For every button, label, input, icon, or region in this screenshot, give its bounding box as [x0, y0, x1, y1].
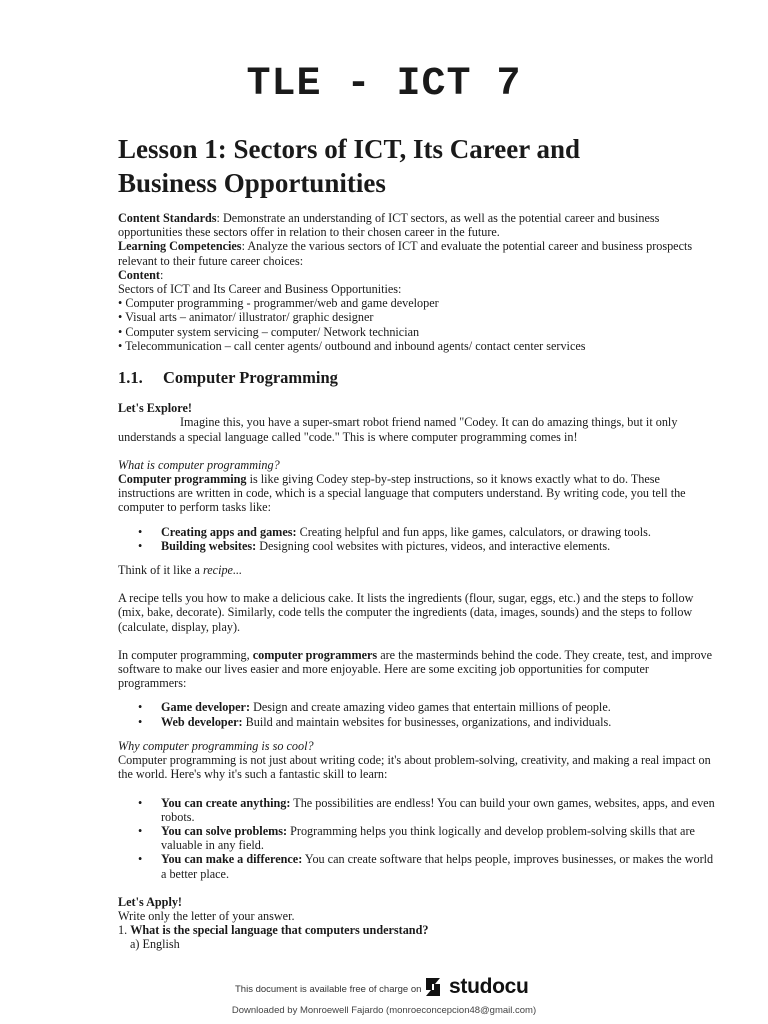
learning-competencies-text: : Analyze the various sectors of ICT and evaluate the potential career and business prospects relevant to their future career choices:	[118, 239, 693, 268]
what-is-text: is like giving Codey step-by-step instructions, so it knows exactly what to do. These instructions are written in code, which is a special language that computers understand. By writing code, you tell the computer to perform tasks like:	[118, 472, 686, 515]
reasons-list	[118, 796, 716, 881]
why-cool-question: Why computer programming is so cool?	[118, 738, 314, 753]
section-title: Computer Programming	[163, 368, 338, 388]
bullet-icon: •	[138, 852, 143, 867]
list-item: • You can solve problems: Programming helps you think logically and develop problem-solving skills that are valuable in any field.	[138, 823, 695, 853]
recipe-paragraph: A recipe tells you how to make a delicious cake. It lists the ingredients (flour, sugar, eggs, etc.) and the steps to follow (mix, bake, decorate). Similarly, code tells the computer the ingredients (data, images, sounds) and the steps to follow (calculate, display, play).	[118, 591, 694, 634]
studocu-logo[interactable]	[420, 972, 529, 1002]
learning-competencies	[118, 239, 716, 267]
content-item: • Computer system servicing – computer/ Network technician	[118, 324, 420, 339]
section-heading	[118, 368, 716, 388]
content-intro: Sectors of ICT and Its Career and Business Opportunities:	[118, 282, 402, 297]
studocu-logo-text: studocu	[449, 975, 529, 998]
content-standards-label: Content Standards	[118, 211, 217, 225]
content-colon: :	[159, 267, 164, 282]
downloaded-by: Downloaded by Monroewell Fajardo (monroeconcepcion48@gmail.com)	[231, 1005, 537, 1016]
what-is-question: What is computer programming?	[118, 457, 280, 472]
content-standards	[118, 211, 716, 239]
list-item: • Web developer: Build and maintain websites for businesses, organizations, and individuals.	[138, 714, 612, 729]
apply-instruction: Write only the letter of your answer.	[118, 908, 295, 923]
content-label: Content	[118, 267, 160, 282]
content-standards-text: : Demonstrate an understanding of ICT sectors, as well as the potential career and business opportunities these sectors offer in relation to their chosen career in the future.	[118, 211, 660, 240]
content-item: • Telecommunication – call center agents/ outbound and inbound agents/ contact center services	[118, 338, 586, 353]
lesson-title-line-1: Lesson 1: Sectors of ICT, Its Career and	[118, 134, 580, 164]
what-is-term: Computer programming	[118, 472, 247, 487]
bullet-icon: •	[138, 795, 143, 810]
lesson-title-line-2: Business Opportunities	[118, 168, 386, 198]
bullet-icon: •	[138, 538, 143, 553]
availability-note: This document is available free of charge on	[235, 984, 422, 995]
content-heading	[118, 268, 716, 282]
document-title: TLE - ICT 7	[246, 62, 522, 107]
question-1-option-a: a) English	[130, 937, 180, 952]
programmers-paragraph: In computer programming, computer programmers are the masterminds behind the code. They create, test, and improve software to make our lives easier and more enjoyable. Here are some exciting job opportunities for computer programmers:	[118, 647, 712, 691]
explore-heading: Let's Explore!	[118, 401, 192, 416]
what-is-paragraph	[118, 472, 716, 515]
bullet-icon: •	[138, 823, 143, 838]
list-item: • You can make a difference: You can create software that helps people, improves businesses, or makes the world a better place.	[138, 852, 714, 881]
lesson-title	[118, 132, 718, 200]
section-number: 1.1.	[118, 368, 143, 388]
list-item: • Game developer: Design and create amazing video games that entertain millions of people.	[138, 700, 611, 715]
question-1: 1. What is the special language that computers understand?	[118, 923, 429, 938]
learning-competencies-label: Learning Competencies	[118, 239, 242, 254]
content-list	[118, 282, 716, 353]
list-item: • You can create anything: The possibilities are endless! You can build your own games, websites, apps, and even robots.	[138, 795, 715, 824]
explore-paragraph: Imagine this, you have a super-smart robot friend named "Codey. It can do amazing things, but it only understands a special language called "code." This is where computer programming comes in!	[118, 415, 678, 444]
content-item: • Visual arts – animator/ illustrator/ graphic designer	[118, 310, 374, 325]
list-item: • Creating apps and games: Creating helpful and fun apps, like games, calculators, or drawing tools.	[138, 524, 651, 539]
document-body	[118, 211, 716, 952]
list-item: • Building websites: Designing cool websites with pictures, videos, and interactive elements.	[138, 538, 611, 553]
bullet-icon: •	[138, 714, 143, 729]
why-cool-paragraph: Computer programming is not just about writing code; it's about problem-solving, creativity, and making a real impact on the world. Here's why it's such a fantastic skill to learn:	[118, 753, 711, 782]
task-list	[118, 525, 716, 553]
recipe-lead: Think of it like a recipe...	[118, 563, 243, 578]
content-item: • Computer programming - programmer/web and game developer	[118, 296, 439, 311]
job-list	[118, 700, 716, 728]
studocu-logo-icon	[420, 974, 446, 1000]
bullet-icon: •	[138, 524, 143, 539]
apply-heading: Let's Apply!	[118, 894, 182, 909]
bullet-icon: •	[138, 700, 143, 715]
